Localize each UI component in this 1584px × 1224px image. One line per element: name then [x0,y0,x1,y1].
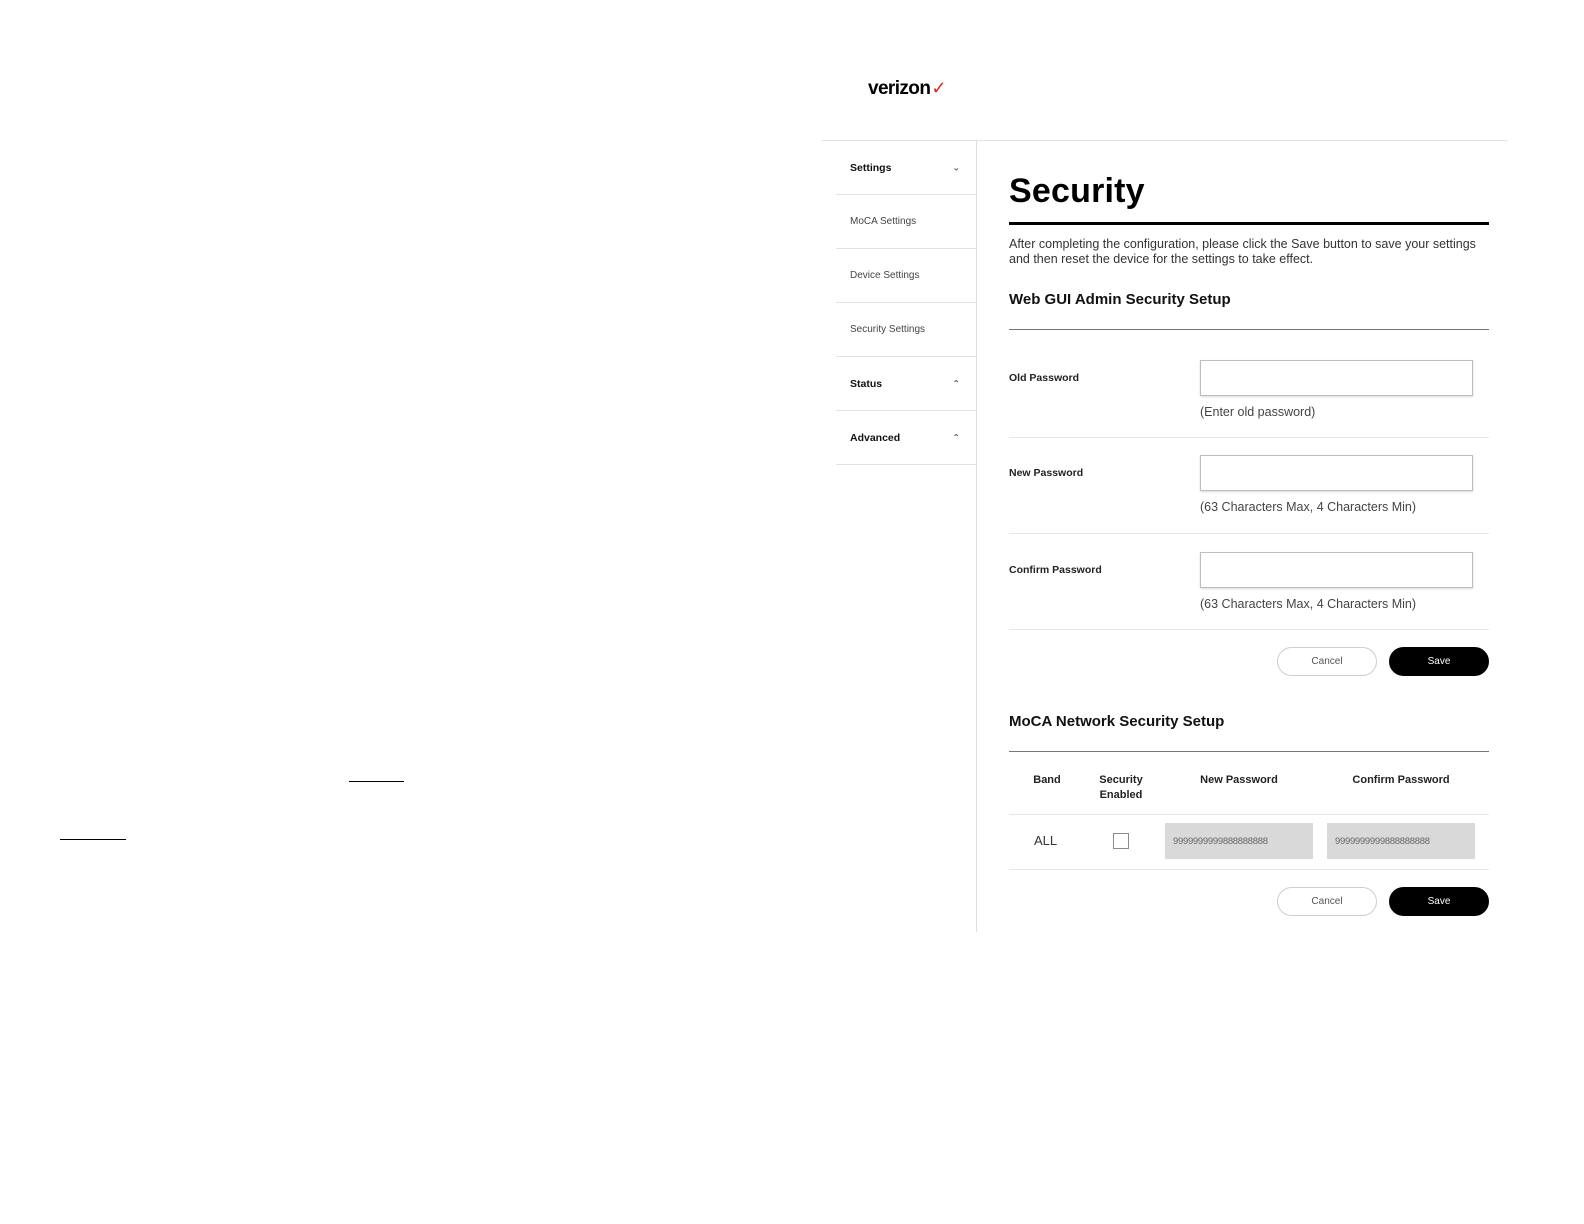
moca-new-password-field[interactable]: 9999999999888888888 [1165,823,1313,859]
sidebar-item-label: MoCA Settings [850,216,917,227]
old-password-hint: (Enter old password) [1200,405,1316,419]
logo-text: verizon [868,78,931,99]
security-panel [1009,170,1489,930]
section-divider [1009,751,1489,752]
chevron-up-icon: ⌃ [952,378,960,388]
chevron-up-icon: ⌃ [952,432,960,442]
sidebar-item-advanced[interactable] [836,411,976,465]
confirm-password-hint: (63 Characters Max, 4 Characters Min) [1200,597,1417,611]
title-underline [1009,222,1489,225]
security-enabled-checkbox[interactable] [1113,833,1129,849]
column-header-confirm-password: Confirm Password [1352,774,1450,786]
sidebar-item-moca-settings[interactable] [836,195,976,249]
chevron-down-icon: ⌄ [952,162,960,172]
moca-section-title: MoCA Network Security Setup [1009,713,1225,730]
admin-cancel-button[interactable]: Cancel [1277,647,1377,676]
old-password-input[interactable] [1200,360,1473,396]
sidebar-item-label: Settings [850,161,892,174]
column-header-security-enabled: Security Enabled [1099,774,1143,801]
new-password-row [1009,437,1489,534]
old-password-label: Old Password [1009,372,1080,384]
new-password-hint: (63 Characters Max, 4 Characters Min) [1200,500,1417,514]
sidebar-item-device-settings[interactable] [836,249,976,303]
sidebar-item-label: Security Settings [850,324,926,335]
confirm-password-label: Confirm Password [1009,564,1102,576]
admin-save-button[interactable]: Save [1389,647,1489,676]
sidebar-item-settings[interactable] [836,141,976,195]
confirm-password-row [1009,533,1489,630]
sidebar-item-security-settings[interactable] [836,303,976,357]
sidebar-item-label: Status [850,377,883,390]
admin-section-title: Web GUI Admin Security Setup [1009,291,1231,308]
page-description: After completing the configuration, please click the Save button to save your settings and then reset the device for the settings to take effect. [1009,237,1476,266]
band-value: ALL [1034,833,1058,848]
sidebar-divider [976,140,977,932]
new-password-input[interactable] [1200,455,1473,491]
column-header-new-password: New Password [1200,774,1278,786]
column-header-band: Band [1033,774,1061,786]
confirm-password-input[interactable] [1200,552,1473,588]
underline-mark [349,781,404,782]
moca-save-button[interactable]: Save [1389,887,1489,916]
underline-mark [60,839,126,840]
sidebar-item-label: Device Settings [850,270,920,281]
new-password-label: New Password [1009,467,1084,479]
moca-cancel-button[interactable]: Cancel [1277,887,1377,916]
sidebar-item-status[interactable] [836,357,976,411]
table-row [1009,815,1489,870]
moca-confirm-password-field[interactable]: 9999999999888888888 [1327,823,1475,859]
page-title: Security [1009,172,1145,210]
old-password-row [1009,330,1489,438]
check-mark-icon: ✓ [931,78,946,98]
verizon-logo[interactable] [868,78,946,100]
sidebar [836,141,976,465]
sidebar-item-label: Advanced [850,431,901,444]
